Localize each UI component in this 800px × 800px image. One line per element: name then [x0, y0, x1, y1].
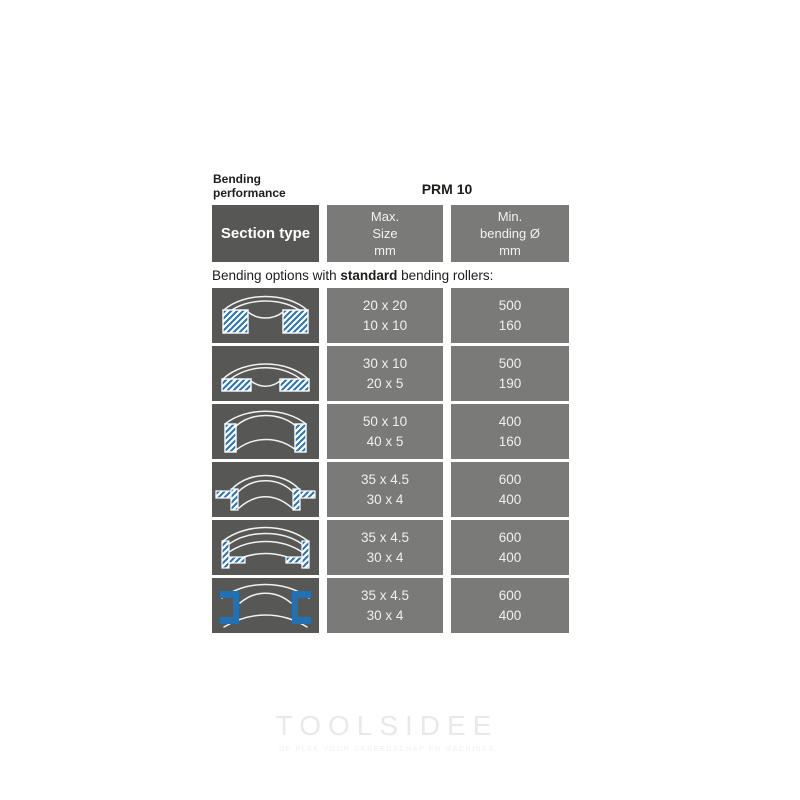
- caption-suffix: bending rollers:: [397, 267, 494, 283]
- flat-bar-section-icon: [212, 346, 319, 401]
- min-bending-value: 400: [498, 413, 522, 429]
- min-bending-value: 500: [498, 355, 522, 371]
- min-bending-value: 190: [498, 375, 522, 391]
- watermark-tagline: DE PLEK VOOR GEREEDSCHAP EN MACHINES: [279, 746, 495, 753]
- max-size-value: 30 x 10: [362, 355, 408, 371]
- table-row-3-section-cell: [212, 404, 319, 459]
- max-size-value: 50 x 10: [362, 413, 408, 429]
- table-row-4-section-cell: [212, 462, 319, 517]
- u-channel-section-icon: [212, 578, 319, 633]
- section-type-header-cell: [212, 205, 319, 262]
- table-row-5-section-cell: [212, 520, 319, 575]
- min-bending-value: 600: [498, 471, 522, 487]
- table-row-3-min-bending-cell: [451, 404, 569, 459]
- angle-leg-in-section-icon: [212, 520, 319, 575]
- max-size-value: 35 x 4.5: [360, 529, 410, 545]
- min-bending-value: 400: [498, 491, 522, 507]
- min-bending-header-cell: [451, 205, 569, 262]
- max-size-header-line: mm: [374, 243, 396, 258]
- max-size-value: 35 x 4.5: [360, 471, 410, 487]
- max-size-value: 35 x 4.5: [360, 587, 410, 603]
- min-bending-value: 500: [498, 297, 522, 313]
- min-bending-value: 160: [498, 317, 522, 333]
- min-bending-header-line: mm: [499, 243, 521, 258]
- table-row-1-max-size-cell: [327, 288, 443, 343]
- table-row-1-min-bending-cell: [451, 288, 569, 343]
- max-size-value: 30 x 4: [366, 607, 404, 623]
- title-line-2: performance: [213, 186, 286, 200]
- table-row-6-max-size-cell: [327, 578, 443, 633]
- section-type-header-label: Section type: [220, 225, 311, 242]
- min-bending-value: 160: [498, 433, 522, 449]
- table-row-4-max-size-cell: [327, 462, 443, 517]
- bending-performance-title: [213, 172, 286, 200]
- max-size-header-line: Max.: [370, 209, 400, 224]
- table-row-2-section-cell: [212, 346, 319, 401]
- min-bending-value: 400: [498, 549, 522, 565]
- max-size-header-cell: [327, 205, 443, 262]
- table-row-5-max-size-cell: [327, 520, 443, 575]
- table-row-1-section-cell: [212, 288, 319, 343]
- min-bending-value: 600: [498, 587, 522, 603]
- table-row-6-section-cell: [212, 578, 319, 633]
- caption-prefix: Bending options with: [212, 267, 341, 283]
- table-row-2-max-size-cell: [327, 346, 443, 401]
- max-size-value: 20 x 5: [366, 375, 404, 391]
- square-bar-section-icon: [212, 288, 319, 343]
- table-row-4-min-bending-cell: [451, 462, 569, 517]
- min-bending-value: 600: [498, 529, 522, 545]
- caption-bold-word: standard: [340, 267, 398, 283]
- table-row-5-min-bending-cell: [451, 520, 569, 575]
- bending-performance-table: [212, 205, 569, 633]
- min-bending-value: 400: [498, 607, 522, 623]
- max-size-value: 30 x 4: [366, 491, 404, 507]
- watermark-brand: TOOLSIDEE: [275, 710, 499, 741]
- min-bending-header-line: bending Ø: [480, 226, 540, 241]
- max-size-value: 20 x 20: [362, 297, 408, 313]
- max-size-value: 10 x 10: [362, 317, 408, 333]
- max-size-value: 40 x 5: [366, 433, 404, 449]
- flat-bar-on-edge-section-icon: [212, 404, 319, 459]
- table-row-3-max-size-cell: [327, 404, 443, 459]
- table-caption: [212, 265, 569, 285]
- model-name: PRM 10: [421, 181, 473, 197]
- angle-leg-out-section-icon: [212, 462, 319, 517]
- table-row-2-min-bending-cell: [451, 346, 569, 401]
- title-line-1: Bending: [213, 172, 261, 186]
- watermark: [187, 710, 587, 753]
- min-bending-header-line: Min.: [497, 209, 523, 224]
- max-size-header-line: Size: [372, 226, 398, 241]
- max-size-value: 30 x 4: [366, 549, 404, 565]
- table-row-6-min-bending-cell: [451, 578, 569, 633]
